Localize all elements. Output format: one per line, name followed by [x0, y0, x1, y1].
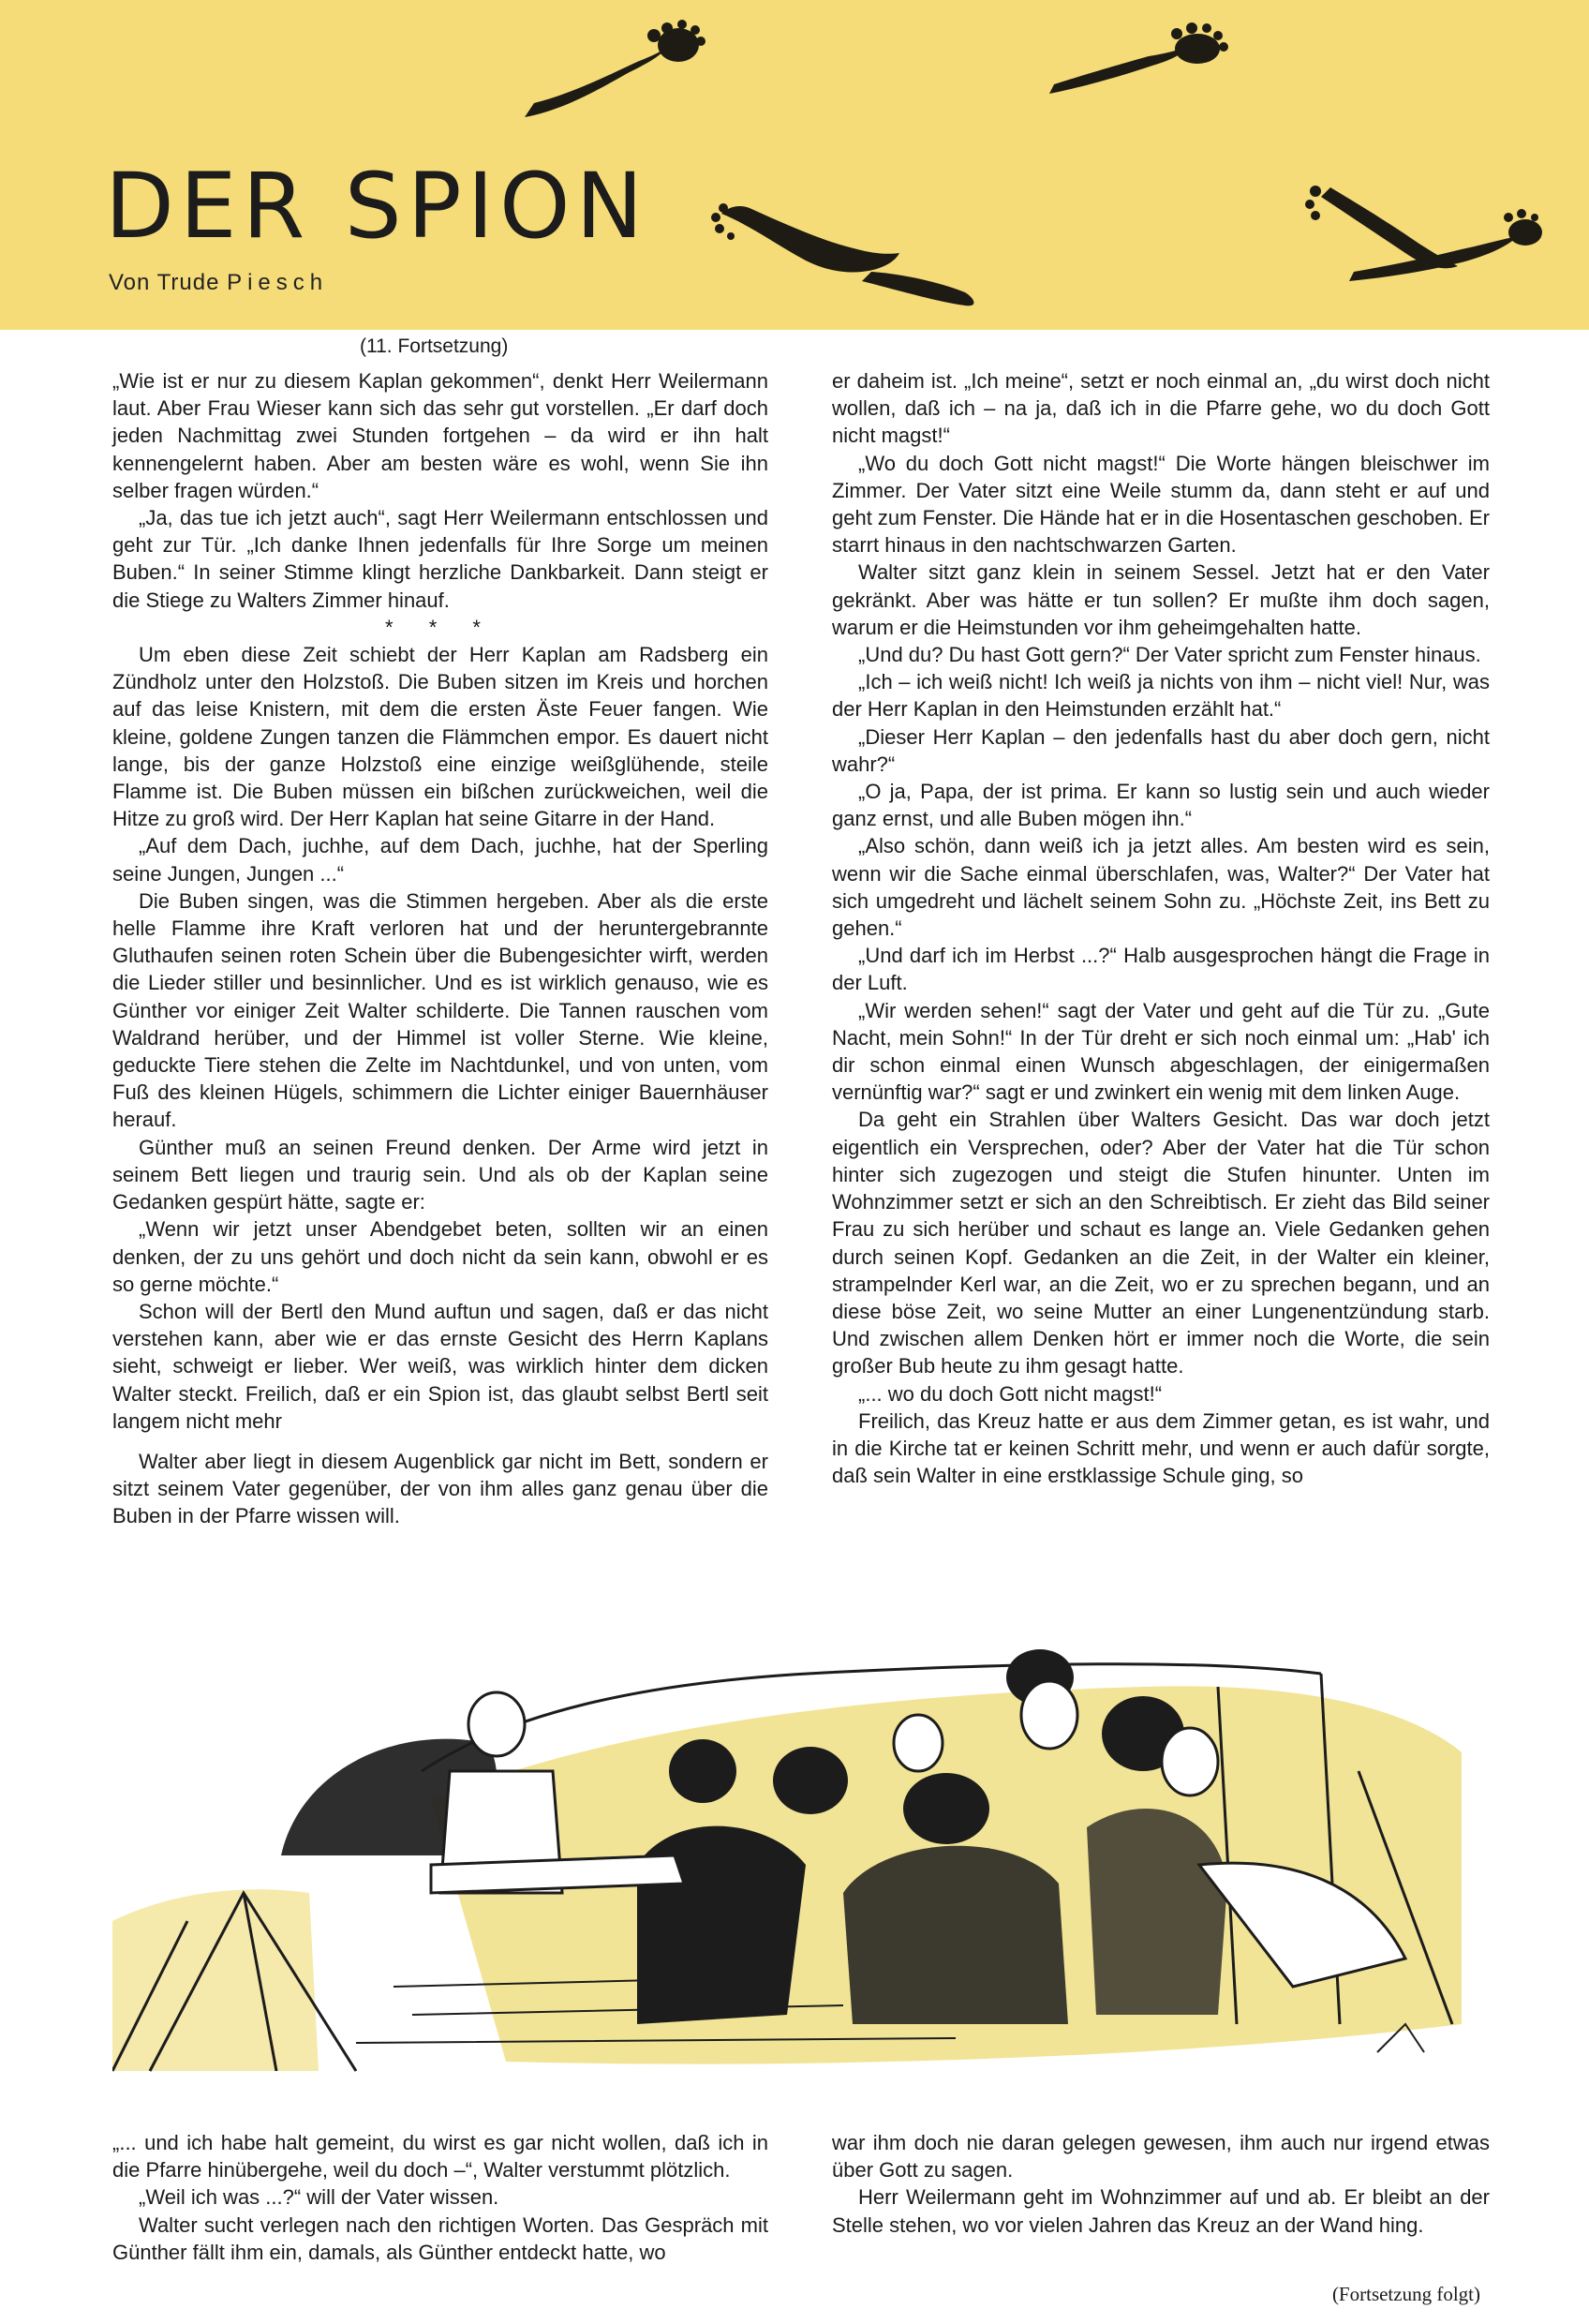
byline-prefix: Von Trude — [109, 270, 220, 295]
installment-note: (11. Fortsetzung) — [360, 335, 509, 357]
paragraph: „Wenn wir jetzt unser Abendgebet beten, sollten wir an einen denken, der zu uns gehört und doch nicht da sein kann, obwohl er es so gerne möchte.“ — [112, 1217, 768, 1296]
paragraph: „Auf dem Dach, juchhe, auf dem Dach, juchhe, hat der Sperling seine Jungen, Jungen ...“ — [112, 834, 768, 886]
section-separator: * * * — [385, 615, 496, 639]
paragraph: „... wo du doch Gott nicht magst!“ — [858, 1381, 1163, 1406]
paragraph: „Wir werden sehen!“ sagt der Vater und geht auf die Tür zu. „Gute Nacht, mein Sohn!“ In der Tür dreht er sich noch einmal um: „Hab' ich dir schon einmal einen Wunsch abgeschlagen, der einigermaßen vernünftig war?“ sagt er und zwinkert ein wenig mit dem linken Auge. — [832, 998, 1490, 1105]
author-byline — [109, 270, 328, 296]
paragraph: Freilich, das Kreuz hatte er aus dem Zimmer getan, es ist wahr, und in die Kirche tat er keinen Schritt mehr, und wenn er auch dafür sorgte, daß sein Walter in eine erstklassige Schule ging, so — [832, 1408, 1490, 1488]
paragraph: war ihm doch nie daran gelegen gewesen, ihm auch nur irgend etwas über Gott zu sagen. — [832, 2131, 1490, 2182]
paragraph: Schon will der Bertl den Mund auftun und sagen, daß er das nicht verstehen kann, aber wie er das ernste Gesicht des Herrn Kaplans sieht, schweigt er lieber. Wer weiß, was wirklich hinter dem dicken Walter steckt. Freilich, daß er ein Spion ist, das glaubt selbst Bertl seit langem nicht mehr — [112, 1299, 768, 1433]
text-column-left-top — [112, 367, 768, 1530]
continued-note: (Fortsetzung folgt) — [1331, 2283, 1480, 2305]
paragraph: „Und du? Du hast Gott gern?“ Der Vater spricht zum Fenster hinaus. — [858, 643, 1481, 667]
paragraph: Walter sucht verlegen nach den richtigen Worten. Das Gespräch mit Günther fällt ihm ein, damals, als Günther entdeckt hatte, wo — [112, 2212, 768, 2264]
paragraph: „Weil ich was ...?“ will der Vater wissen. — [139, 2185, 499, 2210]
paragraph: Um eben diese Zeit schiebt der Herr Kaplan am Radsberg ein Zündholz unter den Holzstoß. Die Buben sitzen im Kreis und horchen auf das leise Knistern, mit dem die ersten Äste Feuer fangen. Wie kleine, goldene Zungen tanzen die Flämmchen empor. Es dauert nicht lange, bis der ganze Holzstoß eine einzige weißglühende, steile Flamme ist. Die Buben müssen ein bißchen zurückweichen, weil die Hitze zu groß wird. Der Herr Kaplan hat seine Gitarre in der Hand. — [112, 643, 768, 831]
article-title: DER SPION — [105, 154, 649, 259]
paragraph: „Also schön, dann weiß ich ja jetzt alles. Am besten wird es sein, wenn wir die Sache einmal überschlafen, was, Walter?“ Der Vater hat sich umgedreht und lächelt seinem Sohn zu. „Höchste Zeit, ins Bett zu gehen.“ — [832, 834, 1490, 941]
paragraph: „Wie ist er nur zu diesem Kaplan gekommen“, denkt Herr Weilermann laut. Aber Frau Wieser kann sich das sehr gut vorstellen. „Er darf doch jeden Nachmittag zwei Stunden fortgehen – da wird er ihn halt kennengelernt haben. Aber am besten wäre es wohl, wenn Sie ihn selber fragen würden.“ — [112, 369, 768, 502]
paragraph: „O ja, Papa, der ist prima. Er kann so lustig sein und auch wieder ganz ernst, und alle Buben mögen ihn.“ — [832, 780, 1490, 831]
paragraph: Da geht ein Strahlen über Walters Gesicht. Das war doch jetzt eigentlich ein Versprechen, oder? Aber der Vater hat die Tür schon hinter sich zugezogen und steigt die Stufen hinunter. Unten im Wohnzimmer setzt er sich an den Schreibtisch. Er zieht das Bild seiner Frau zu sich herüber und schaut es lange an. Viele Gedanken gehen durch seinen Kopf. Gedanken an die Zeit, in der Walter ein kleiner, strampelnder Kerl war, an die Zeit, wo er zu sprechen begann, und an diese böse Zeit, wo seine Mutter an einer Lungenentzündung starb. Und zwischen allem Denken hört er immer noch die Worte, die sein großer Bub heute zu ihm gesagt hatte. — [832, 1108, 1490, 1378]
paragraph: „Und darf ich im Herbst ...?“ Halb ausgesprochen hängt die Frage in der Luft. — [832, 944, 1490, 995]
paragraph: „... und ich habe halt gemeint, du wirst es gar nicht wollen, daß ich in die Pfarre hinübergehe, weil du doch –“, Walter verstummt plötzlich. — [112, 2131, 768, 2182]
paragraph: Günther muß an seinen Freund denken. Der Arme wird jetzt in seinem Bett liegen und traurig sein. Und als ob der Kaplan seine Gedanken gespürt hätte, sagte er: — [112, 1135, 768, 1214]
paragraph: „Wo du doch Gott nicht magst!“ Die Worte hängen bleischwer im Zimmer. Der Vater sitzt eine Weile stumm da, dann steht er auf und geht zum Fenster. Die Hände hat er in die Hosentaschen geschoben. Er starrt hinaus in den nachtschwarzen Garten. — [832, 451, 1490, 558]
paragraph: Herr Weilermann geht im Wohnzimmer auf und ab. Er bleibt an der Stelle stehen, wo vor vielen Jahren das Kreuz an der Wand hing. — [832, 2185, 1490, 2237]
text-column-right-top — [832, 367, 1490, 1489]
paragraph: „Ich – ich weiß nicht! Ich weiß ja nichts von ihm – nicht viel! Nur, was der Herr Kaplan in den Heimstunden erzählt hat.“ — [832, 670, 1490, 722]
campfire-scene-illustration — [112, 1584, 1490, 2108]
title-banner — [0, 0, 1589, 330]
paragraph: Walter sitzt ganz klein in seinem Sessel. Jetzt hat er den Vater gekränkt. Aber was hätte er tun sollen? Er mußte ihm doch sagen, warum er die Heimstunden vor ihm geheimgehalten hatte. — [832, 560, 1490, 639]
paragraph: Die Buben singen, was die Stimmen hergeben. Aber als die erste helle Flamme ihre Kraft verloren hat und der heruntergebrannte Gluthaufen seinen roten Schein über die Bubengesichter wirft, werden die Lieder stiller und besinnlicher. Und es ist wirklich genauso, wie es Günther vor einiger Zeit Walter schilderte. Die Tannen rauschen vom Waldrand herüber, und der Himmel ist voller Sterne. Wie kleine, geduckte Tiere stehen die Zelte im Nachtdunkel, und von unten, vom Fuß des kleinen Hügels, schimmern die Lichter einiger Bauernhäuser herauf. — [112, 888, 768, 1132]
paragraph: „Ja, das tue ich jetzt auch“, sagt Herr Weilermann entschlossen und geht zur Tür. „Ich danke Ihnen jedenfalls für Ihre Sorge um meinen Buben.“ In seiner Stimme klingt herzliche Dankbarkeit. Dann steigt er die Stiege zu Walters Zimmer hinauf. — [112, 506, 768, 612]
text-column-right-bottom — [832, 2129, 1490, 2239]
paragraph: er daheim ist. „Ich meine“, setzt er noch einmal an, „du wirst doch nicht wollen, daß ich – na ja, daß ich in die Pfarre gehe, wo du doch Gott nicht magst!“ — [832, 369, 1490, 448]
text-column-left-bottom — [112, 2129, 768, 2266]
author-surname: Piesch — [227, 270, 329, 295]
paragraph: „Dieser Herr Kaplan – den jedenfalls hast du aber doch gern, nicht wahr?“ — [832, 724, 1490, 776]
paragraph: Walter aber liegt in diesem Augenblick gar nicht im Bett, sondern er sitzt seinem Vater gegenüber, der von ihm alles ganz genau über die Buben in der Pfarre wissen will. — [112, 1449, 768, 1528]
